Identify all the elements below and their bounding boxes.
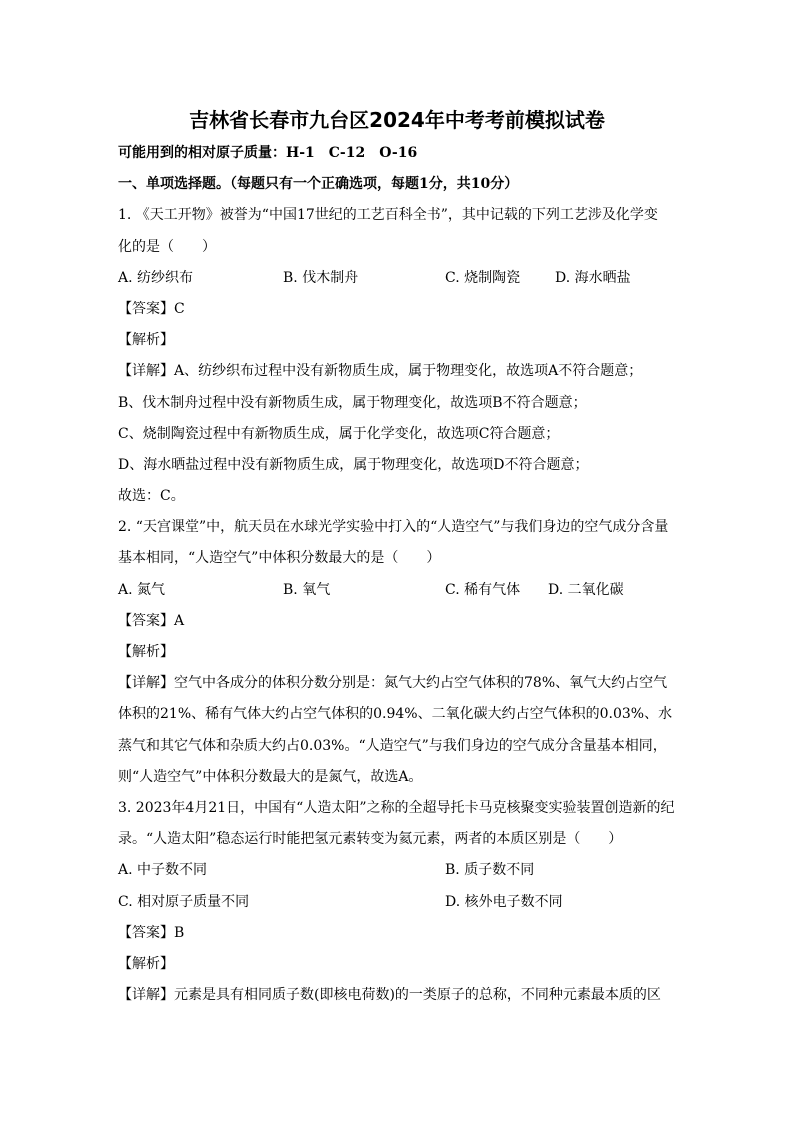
options-row [118,887,678,918]
section-heading: 一、单项选择题。（每题只有一个正确选项，每题1分，共10分） [118,176,519,193]
detail-line: 故选：C。 [118,488,185,505]
page-title: 吉林省长春市九台区2024年中考考前模拟试卷 [189,108,605,132]
answer: 【答案】C [118,300,185,317]
answer: 【答案】A [118,612,185,629]
detail-line: D、海水晒盐过程中没有新物质生成，属于物理变化，故选项D不符合题意； [118,456,589,473]
option-c: C. 稀有气体 [445,581,521,598]
options-row [118,263,678,294]
detail-line: B、伐木制舟过程中没有新物质生成，属于物理变化，故选项B不符合题意； [118,394,587,411]
answer: 【答案】B [118,924,185,941]
option-b: B. 伐木制舟 [283,269,359,286]
option-c: C. 相对原子质量不同 [118,893,250,910]
detail-line: 【详解】元素是具有相同质子数(即核电荷数)的一类原子的总称，不同种元素最本质的区 [118,987,661,1004]
question-stem: 录。“人造太阳”稳态运行时能把氢元素转变为氦元素，两者的本质区别是（ ） [118,831,623,848]
detail-line: 【详解】空气中各成分的体积分数分别是：氮气大约占空气体积的78%、氧气大约占空气 [118,675,668,692]
options-row [118,855,678,886]
option-b: B. 氧气 [283,581,331,598]
detail-line: 则“人造空气”中体积分数最大的是氮气，故选A。 [118,768,423,785]
option-a: A. 氮气 [118,581,166,598]
question-stem: 基本相同，“人造空气”中体积分数最大的是（ ） [118,550,441,567]
option-b: B. 质子数不同 [445,862,535,879]
detail-line: 【详解】A、纺纱织布过程中没有新物质生成，属于物理变化，故选项A不符合题意； [118,363,643,380]
detail-line: 蒸气和其它气体和杂质大约占0.03%。“人造空气”与我们身边的空气成分含量基本相同， [118,737,667,754]
option-c: C. 烧制陶瓷 [445,269,521,286]
analysis-label: 【解析】 [118,644,174,660]
question-stem: 1. 《天工开物》被誉为“中国17世纪的工艺百科全书”，其中记载的下列工艺涉及化学变 [118,207,658,224]
question-stem: 2. “天宫课堂”中，航天员在水球光学实验中打入的“人造空气”与我们身边的空气成分含量 [118,519,669,536]
analysis-label: 【解析】 [118,955,174,972]
options-row [118,575,678,606]
question-stem: 化的是（ ） [118,238,216,255]
option-a: A. 纺纱织布 [118,269,194,286]
option-d: D. 海水晒盐 [555,269,631,286]
document-body [118,138,678,1011]
option-d: D. 二氧化碳 [548,581,624,598]
atomic-masses: 可能用到的相对原子质量：H-1 C-12 O-16 [118,145,418,161]
analysis-label: 【解析】 [118,332,174,349]
question-stem: 3. 2023年4月21日，中国有“人造太阳”之称的全超导托卡马克核聚变实验装置创造新的纪 [118,799,675,816]
option-a: A. 中子数不同 [118,862,208,879]
detail-line: C、烧制陶瓷过程中有新物质生成，属于化学变化，故选项C符合题意； [118,425,560,442]
detail-line: 体积的21%、稀有气体大约占空气体积的0.94%、二氧化碳大约占空气体积的0.03%、水 [118,706,673,723]
option-d: D. 核外电子数不同 [445,893,563,910]
